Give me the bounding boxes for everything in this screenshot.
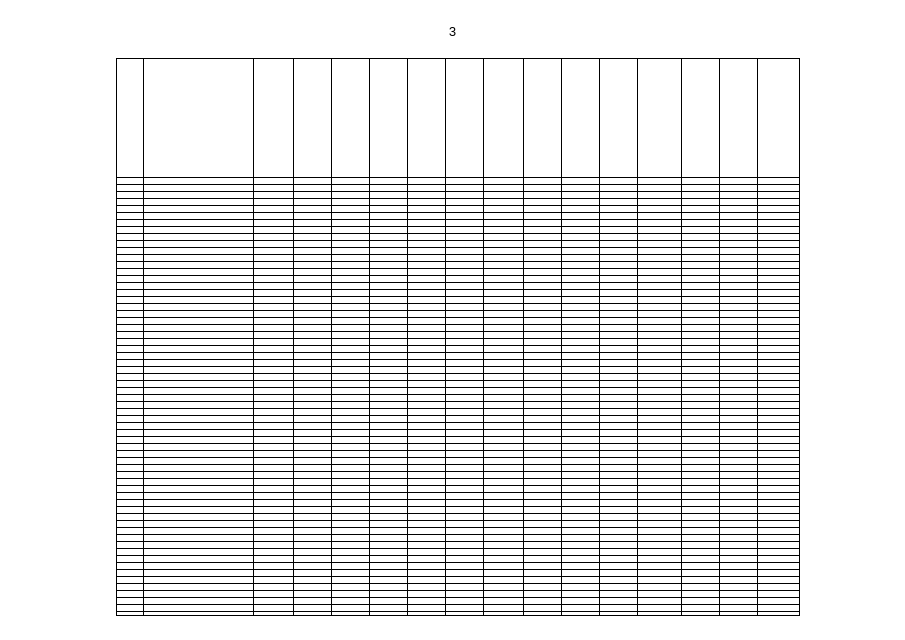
table-row — [117, 576, 799, 577]
table-row — [117, 485, 799, 486]
table-row — [117, 513, 799, 514]
table-row — [117, 604, 799, 605]
table-row — [117, 548, 799, 549]
table-row — [117, 583, 799, 584]
table-row — [117, 541, 799, 542]
table-row — [117, 303, 799, 304]
table-row — [117, 352, 799, 353]
column-divider — [143, 59, 144, 615]
table-row — [117, 527, 799, 528]
table-row — [117, 345, 799, 346]
table-row — [117, 254, 799, 255]
table-row — [117, 436, 799, 437]
column-divider — [681, 59, 682, 615]
column-divider — [637, 59, 638, 615]
table-row — [117, 184, 799, 185]
column-divider — [369, 59, 370, 615]
table-row — [117, 212, 799, 213]
table-row — [117, 331, 799, 332]
column-divider — [253, 59, 254, 615]
column-divider — [757, 59, 758, 615]
column-divider — [561, 59, 562, 615]
table-row — [117, 233, 799, 234]
table-row — [117, 296, 799, 297]
table-row — [117, 324, 799, 325]
column-divider — [331, 59, 332, 615]
table-row — [117, 240, 799, 241]
table-row — [117, 478, 799, 479]
table-row — [117, 569, 799, 570]
table-row — [117, 394, 799, 395]
table-row — [117, 555, 799, 556]
table-row — [117, 506, 799, 507]
table-row — [117, 520, 799, 521]
table-row — [117, 590, 799, 591]
table-row — [117, 415, 799, 416]
table-row — [117, 226, 799, 227]
table-row — [117, 338, 799, 339]
table-row — [117, 492, 799, 493]
table-row — [117, 450, 799, 451]
table-row — [117, 499, 799, 500]
table-row — [117, 387, 799, 388]
column-divider — [483, 59, 484, 615]
table-row — [117, 310, 799, 311]
column-divider — [719, 59, 720, 615]
table-row — [117, 268, 799, 269]
table-row — [117, 422, 799, 423]
table-row — [117, 597, 799, 598]
column-divider — [599, 59, 600, 615]
column-divider — [293, 59, 294, 615]
table-row — [117, 205, 799, 206]
table-row — [117, 191, 799, 192]
page-number: 3 — [448, 24, 457, 39]
table-row — [117, 464, 799, 465]
table-row — [117, 198, 799, 199]
table-row — [117, 317, 799, 318]
table-row — [117, 401, 799, 402]
table-row — [117, 380, 799, 381]
column-divider — [407, 59, 408, 615]
table-row — [117, 429, 799, 430]
table-row — [117, 275, 799, 276]
table-header — [117, 59, 799, 178]
table-row — [117, 177, 799, 178]
table-row — [117, 471, 799, 472]
column-divider — [445, 59, 446, 615]
table-row — [117, 408, 799, 409]
table-row — [117, 534, 799, 535]
resettlement-table — [116, 58, 800, 616]
table-row — [117, 611, 799, 612]
table-row — [117, 457, 799, 458]
table-row — [117, 443, 799, 444]
table-row — [117, 219, 799, 220]
table-row — [117, 366, 799, 367]
table-row — [117, 359, 799, 360]
table-row — [117, 562, 799, 563]
table-row — [117, 247, 799, 248]
table-row — [117, 282, 799, 283]
table-row — [117, 261, 799, 262]
table-row — [117, 289, 799, 290]
table-row — [117, 373, 799, 374]
column-divider — [523, 59, 524, 615]
